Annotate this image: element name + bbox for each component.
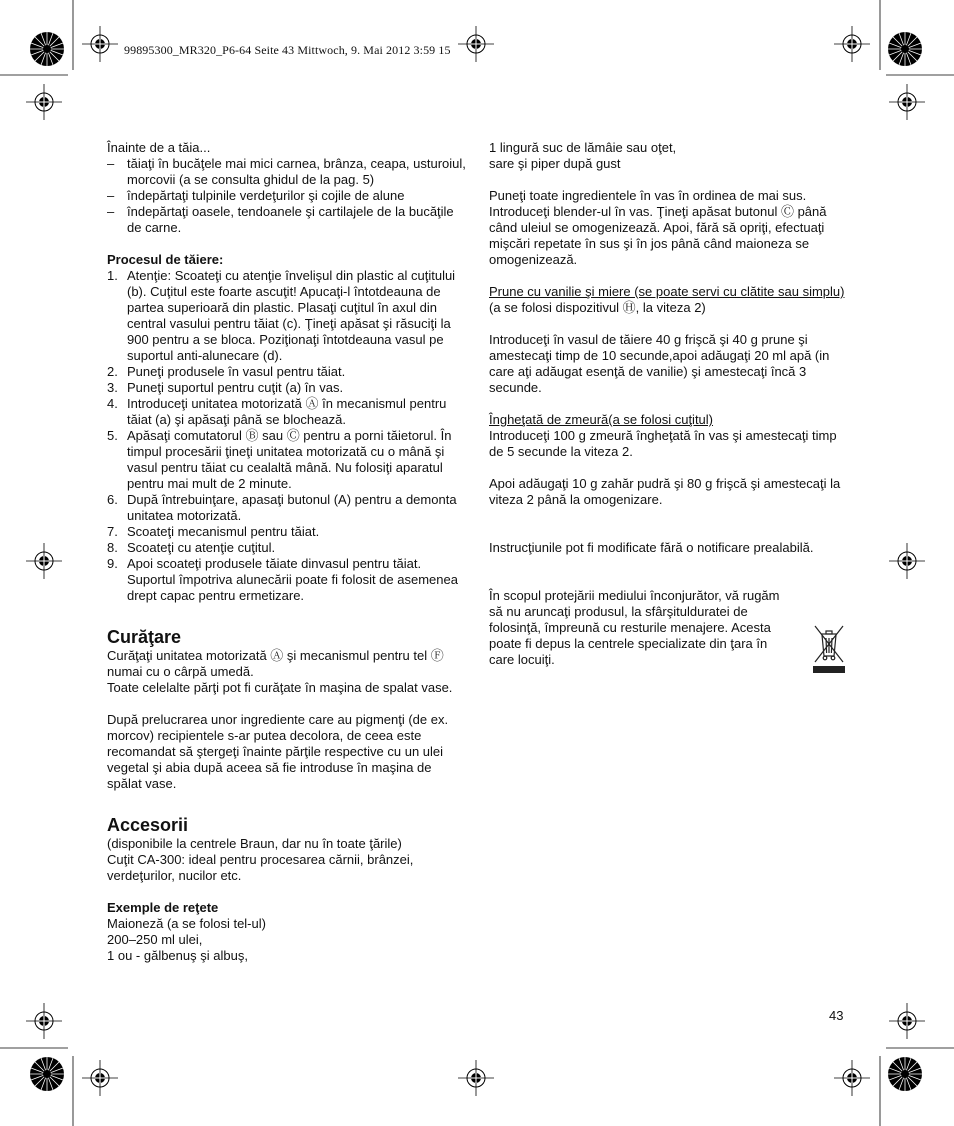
step-number: 3. [107, 380, 118, 395]
accessories-paragraph: Cuţit CA-300: ideal pentru procesarea cărnii, brânzei, verdeţurilor, nucilor etc. [107, 852, 414, 883]
prune-recipe-title: Prune cu vanilie şi miere (se poate servi cu clătite sau simplu) [489, 284, 845, 299]
cleaning-paragraph: Toate celelalte părţi pot fi curăţate în maşina de spalat vase. [107, 680, 453, 695]
step-number: 5. [107, 428, 118, 443]
process-title: Procesul de tăiere: [107, 252, 224, 267]
step-number: 8. [107, 540, 118, 555]
step-text: Atenţie: Scoateţi cu atenţie învelişul din plastic al cuţitului (b). Cuţitul este foarte ascuţit! Apucaţi-l întotdeauna de partea superioară din plastic. Plasaţi cuţitul în axul din central vasului pentru tăiat (c). Ţineţi apăsat şi răsuciţi la 900 pentru a se bloca. Poziţionaţi întotdeauna vasul pe suportul anti-alunecare (d). [127, 268, 456, 363]
print-slug: 99895300_MR320_P6-64 Seite 43 Mittwoch, 9. Mai 2012 3:59 15 [124, 43, 451, 57]
step-text: Puneţi produsele în vasul pentru tăiat. [127, 364, 346, 379]
prep-intro: Înainte de a tăia... [107, 140, 211, 155]
prune-recipe-text: Introduceţi în vasul de tăiere 40 g frişcă şi 40 g prune şi amestecaţi timp de 10 secunde,apoi adăugaţi 20 ml apă (in care aţi adăugat esenţă de vanilie) şi amestecaţi încă 3 secunde. [489, 332, 830, 395]
page-number: 43 [829, 1008, 844, 1023]
step-number: 4. [107, 396, 118, 411]
step-text: Scoateţi mecanismul pentru tăiat. [127, 524, 320, 539]
accessories-heading: Accesorii [107, 815, 189, 835]
step-number: 2. [107, 364, 118, 379]
step-number: 6. [107, 492, 118, 507]
cleaning-heading: Curăţare [107, 627, 182, 647]
step-number: 7. [107, 524, 118, 539]
icecream-recipe-text: Apoi adăugaţi 10 g zahăr pudră şi 80 g frişcă şi amestecaţi la viteza 2 până la omogenizare. [489, 476, 841, 507]
step-number: 9. [107, 556, 118, 571]
modification-notice: Instrucţiunile pot fi modificate fără o notificare prealabilă. [489, 540, 814, 555]
prune-recipe-note: (a se folosi dispozitivul Ⓗ, la viteza 2) [489, 300, 706, 315]
step-text: Apoi scoateţi produsele tăiate dinvasul pentru tăiat. Suportul împotriva alunecării poate fi folosit de asemenea drept capac pentru ermetizare. [127, 556, 458, 603]
step-text: Introduceţi unitatea motorizată Ⓐ în mecanismul pentru tăiat (a) şi apăsaţi până se blochează. [127, 396, 447, 427]
recipe-line: 1 lingură suc de lămâie sau oţet, [489, 140, 677, 155]
cleaning-paragraph: Curăţaţi unitatea motorizată Ⓐ şi mecanismul pentru tel Ⓕ numai cu o cârpă umedă. [107, 648, 444, 679]
list-item-text: îndepărtaţi oasele, tendoanele şi cartilajele de la bucăţile de carne. [127, 204, 454, 235]
recipe-line: Maioneză (a se folosi tel-ul) [107, 916, 266, 931]
mayo-instructions: Puneţi toate ingredientele în vas în ordinea de mai sus. Introduceţi blender-ul în vas. Ţineţi apăsat butonul Ⓒ până când uleiul se omogenizează. Apoi, fără să opriţi, efectuaţi mişcări repetate în sus şi în jos până când maioneza se omogenizează. [489, 188, 827, 267]
list-item-text: tăiaţi în bucăţele mai mici carnea, brânza, ceapa, usturoiul, morcovii (a se consulta ghidul de la pag. 5) [127, 156, 466, 187]
step-text: Apăsaţi comutatorul Ⓑ sau Ⓒ pentru a porni tăietorul. În timpul procesării ţineţi unitatea motorizată cu o mână şi vasul pentru tăiat cu cealaltă mână. Nu folosiţi aparatul pentru mai mult de 2 minute. [127, 428, 452, 491]
list-dash: – [107, 204, 115, 219]
cleaning-paragraph: După prelucrarea unor ingrediente care au pigmenţi (de ex. morcov) recipientele s-ar putea decolora, de ceea este recomandat să ştergeţi înainte părţile respective cu un ulei vegetal şi abia după aceea să fie introduse în maşina de spălat vase. [107, 712, 449, 791]
icecream-recipe-text: Introduceţi 100 g zmeură îngheţată în vas şi amestecaţi timp de 5 secunde la viteza 2. [489, 428, 837, 459]
disposal-notice: În scopul protejării mediului înconjurător, vă rugăm să nu aruncaţi produsul, la sfârşitulduratei de folosinţă, împreună cu resturile menajere. Acesta poate fi depus la centrele specializate din ţara în care locuiţi. [489, 588, 780, 667]
list-dash: – [107, 188, 115, 203]
recipe-line: 200–250 ml ulei, [107, 932, 203, 947]
list-item-text: îndepărtaţi tulpinile verdeţurilor şi cojile de alune [127, 188, 405, 203]
recipes-title: Exemple de reţete [107, 900, 219, 915]
step-number: 1. [107, 268, 118, 283]
step-text: Puneţi suportul pentru cuţit (a) în vas. [127, 380, 344, 395]
list-dash: – [107, 156, 115, 171]
step-text: După întrebuinţare, apasaţi butonul (A) pentru a demonta unitatea motorizată. [127, 492, 457, 523]
step-text: Scoateţi cu atenţie cuţitul. [127, 540, 276, 555]
icecream-recipe-title: Îngheţată de zmeură(a se folosi cuţitul) [489, 412, 714, 427]
recipe-line: sare şi piper după gust [489, 156, 621, 171]
accessories-paragraph: (disponibile la centrele Braun, dar nu în toate ţările) [107, 836, 402, 851]
recipe-line: 1 ou - gălbenuş şi albuş, [107, 948, 248, 963]
